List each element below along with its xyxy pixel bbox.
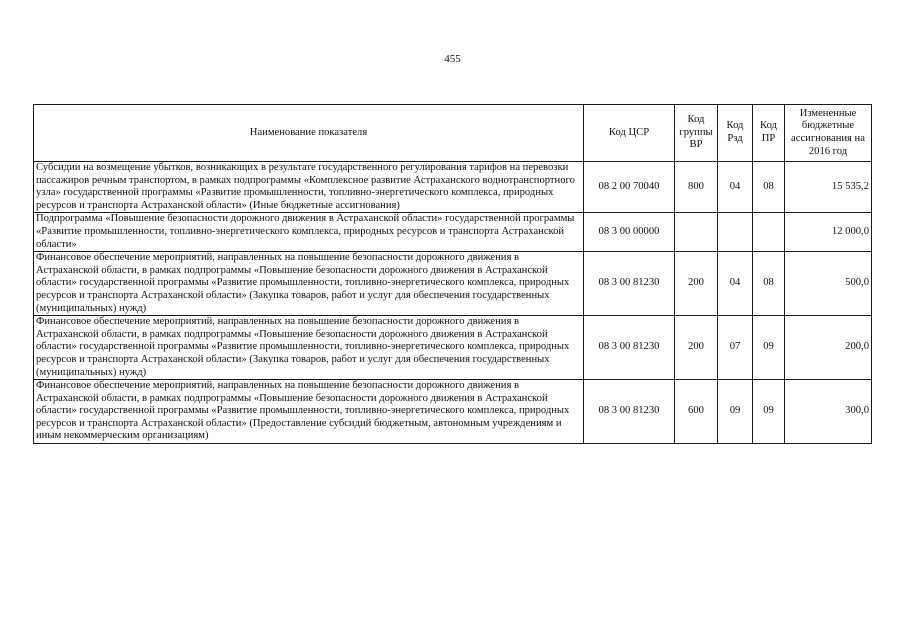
row-pr-cell: 08 xyxy=(753,162,785,213)
row-vr-cell: 200 xyxy=(675,252,718,316)
row-name-cell: Подпрограмма «Повышение безопасности дорожного движения в Астраханской области» государственной программы «Развитие промышленности, топливно-энергетического комплекса, природных ресурсов и транспорта Астраханской области» xyxy=(34,213,584,252)
row-csr-cell: 08 2 00 70040 xyxy=(584,162,675,213)
row-pr-cell: 08 xyxy=(753,252,785,316)
row-csr-cell: 08 3 00 81230 xyxy=(584,252,675,316)
row-rzd-cell: 04 xyxy=(718,252,753,316)
table-row xyxy=(34,316,872,380)
table-header-row xyxy=(34,105,872,162)
table-row xyxy=(34,213,872,252)
budget-table xyxy=(33,104,872,444)
row-vr-cell: 600 xyxy=(675,380,718,444)
row-name-cell: Финансовое обеспечение мероприятий, направленных на повышение безопасности дорожного движения в Астраханской области, в рамках подпрограммы «Повышение безопасности дорожного движения в Астраханской области» государственной программы «Развитие промышленности, топливно-энергетического комплекса, природных ресурсов и транспорта Астраханской области» (Закупка товаров, работ и услуг для обеспечения государственных (муниципальных) нужд) xyxy=(34,316,584,380)
row-amount-cell: 500,0 xyxy=(785,252,872,316)
header-pr: Код ПР xyxy=(753,105,785,162)
row-name-cell: Финансовое обеспечение мероприятий, направленных на повышение безопасности дорожного движения в Астраханской области, в рамках подпрограммы «Повышение безопасности дорожного движения в Астраханской области» государственной программы «Развитие промышленности, топливно-энергетического комплекса, природных ресурсов и транспорта Астраханской области» (Предоставление субсидий бюджетным, автономным учреждениям и иным некоммерческим организациям) xyxy=(34,380,584,444)
row-pr-cell: 09 xyxy=(753,316,785,380)
row-vr-cell: 800 xyxy=(675,162,718,213)
row-amount-cell: 300,0 xyxy=(785,380,872,444)
row-rzd-cell xyxy=(718,213,753,252)
row-amount-cell: 200,0 xyxy=(785,316,872,380)
header-rzd: Код Рзд xyxy=(718,105,753,162)
header-amount: Измененные бюджетные ассигнования на 2016 год xyxy=(785,105,872,162)
header-vr: Код группы ВР xyxy=(675,105,718,162)
table-row xyxy=(34,252,872,316)
row-vr-cell: 200 xyxy=(675,316,718,380)
row-name-cell: Субсидии на возмещение убытков, возникающих в результате государственного регулирования тарифов на перевозки пассажиров речным транспортом, в рамках подпрограммы «Комплексное развитие Астраханского воднотранспортного узла» государственной программы «Развитие промышленности, топливно-энергетического комплекса, природных ресурсов и транспорта Астраханской области» (Иные бюджетные ассигнования) xyxy=(34,162,584,213)
page-number: 455 xyxy=(444,53,461,65)
header-name: Наименование показателя xyxy=(34,105,584,162)
row-rzd-cell: 09 xyxy=(718,380,753,444)
row-rzd-cell: 07 xyxy=(718,316,753,380)
row-pr-cell xyxy=(753,213,785,252)
row-rzd-cell: 04 xyxy=(718,162,753,213)
row-amount-cell: 15 535,2 xyxy=(785,162,872,213)
row-csr-cell: 08 3 00 81230 xyxy=(584,380,675,444)
table-row xyxy=(34,162,872,213)
row-amount-cell: 12 000,0 xyxy=(785,213,872,252)
table-row xyxy=(34,380,872,444)
row-vr-cell xyxy=(675,213,718,252)
row-csr-cell: 08 3 00 00000 xyxy=(584,213,675,252)
row-name-cell: Финансовое обеспечение мероприятий, направленных на повышение безопасности дорожного движения в Астраханской области, в рамках подпрограммы «Повышение безопасности дорожного движения в Астраханской области» государственной программы «Развитие промышленности, топливно-энергетического комплекса, природных ресурсов и транспорта Астраханской области» (Закупка товаров, работ и услуг для обеспечения государственных (муниципальных) нужд) xyxy=(34,252,584,316)
header-csr: Код ЦСР xyxy=(584,105,675,162)
row-csr-cell: 08 3 00 81230 xyxy=(584,316,675,380)
row-pr-cell: 09 xyxy=(753,380,785,444)
